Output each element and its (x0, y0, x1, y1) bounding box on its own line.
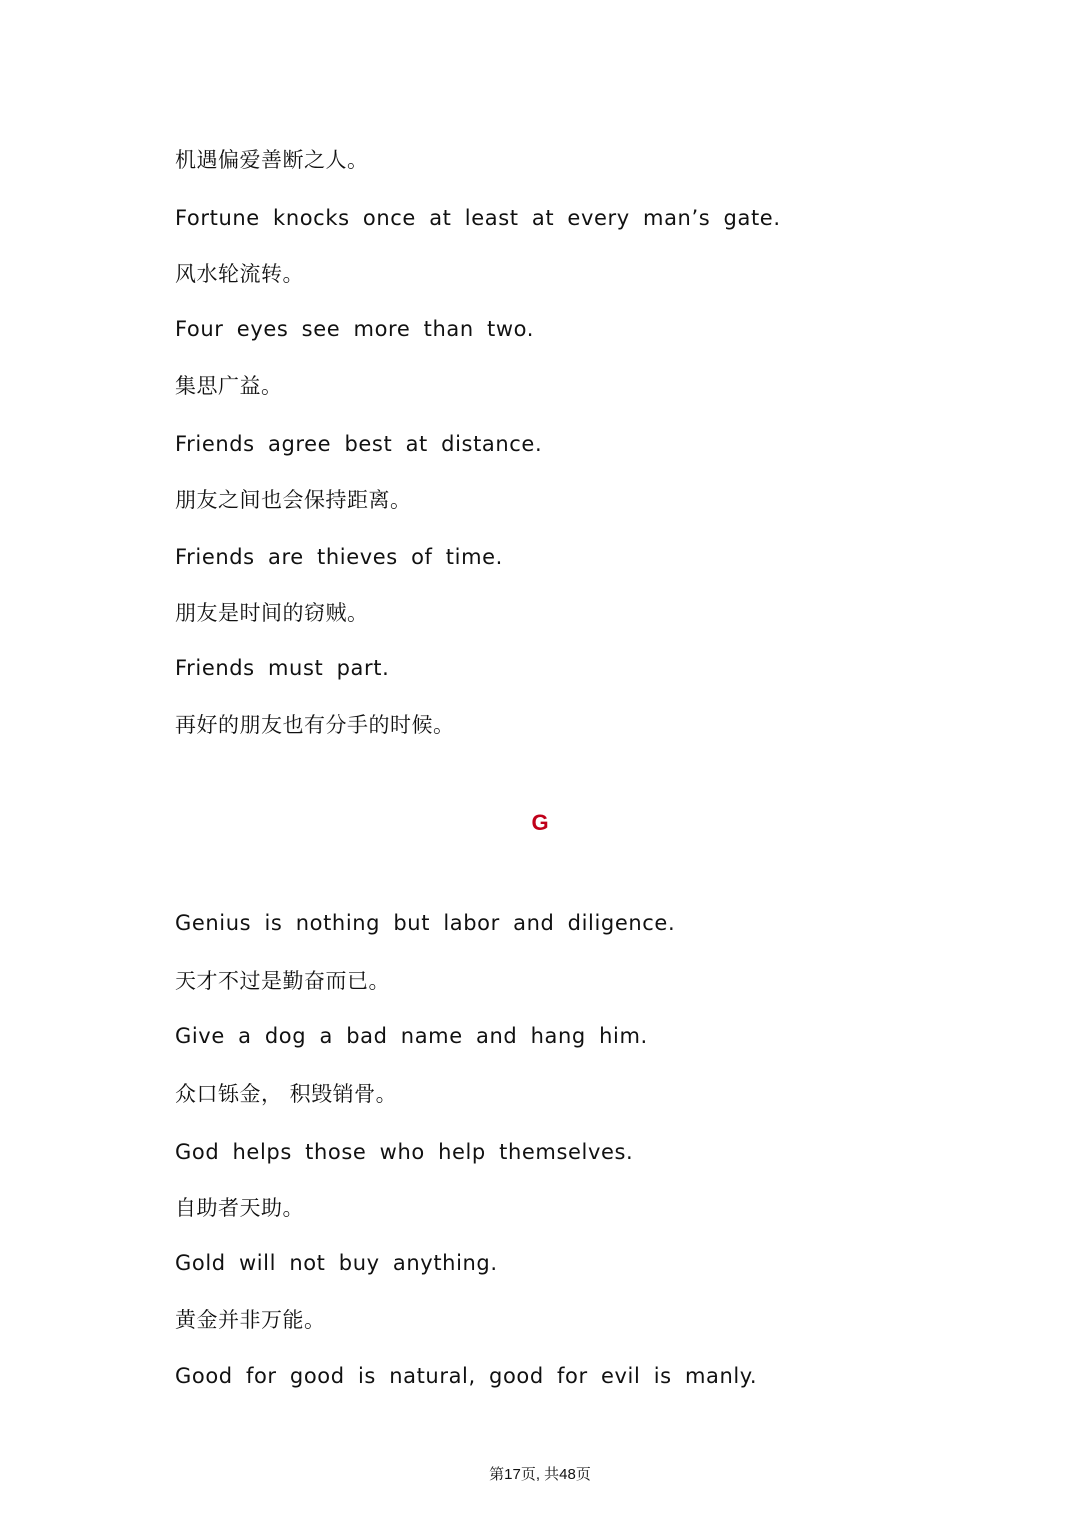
section-heading: G (531, 810, 549, 835)
proverb: Give a dog a bad name and hang him. (175, 1024, 648, 1048)
proverb: Friends are thieves of time. (175, 545, 503, 569)
proverb: God helps those who help themselves. (175, 1140, 634, 1164)
proverb-translation: 集思广益。 (175, 374, 283, 398)
page-number-footer: 第17页, 共48页 (489, 1466, 591, 1483)
proverb: Fortune knocks once at least at every man’s gate. (175, 206, 781, 230)
proverb-translation: 朋友之间也会保持距离。 (175, 488, 412, 512)
proverb-translation: 自助者天助。 (175, 1196, 304, 1220)
proverb: Good for good is natural, good for evil is manly. (175, 1364, 758, 1388)
proverb: Friends must part. (175, 656, 390, 680)
proverb-translation: 再好的朋友也有分手的时候。 (175, 713, 455, 737)
proverb-translation: 机遇偏爱善断之人。 (175, 148, 369, 172)
proverb: Four eyes see more than two. (175, 317, 534, 341)
proverb-translation: 朋友是时间的窃贼。 (175, 601, 369, 625)
proverb: Friends agree best at distance. (175, 432, 543, 456)
proverb-translation: 黄金并非万能。 (175, 1308, 326, 1332)
proverb: Gold will not buy anything. (175, 1251, 498, 1275)
proverb-translation: 风水轮流转。 (175, 262, 304, 286)
proverb-translation: 天才不过是勤奋而已。 (175, 969, 390, 993)
proverb: Genius is nothing but labor and diligence. (175, 911, 676, 935)
proverb-translation: 众口铄金， 积毁销骨。 (175, 1082, 398, 1106)
